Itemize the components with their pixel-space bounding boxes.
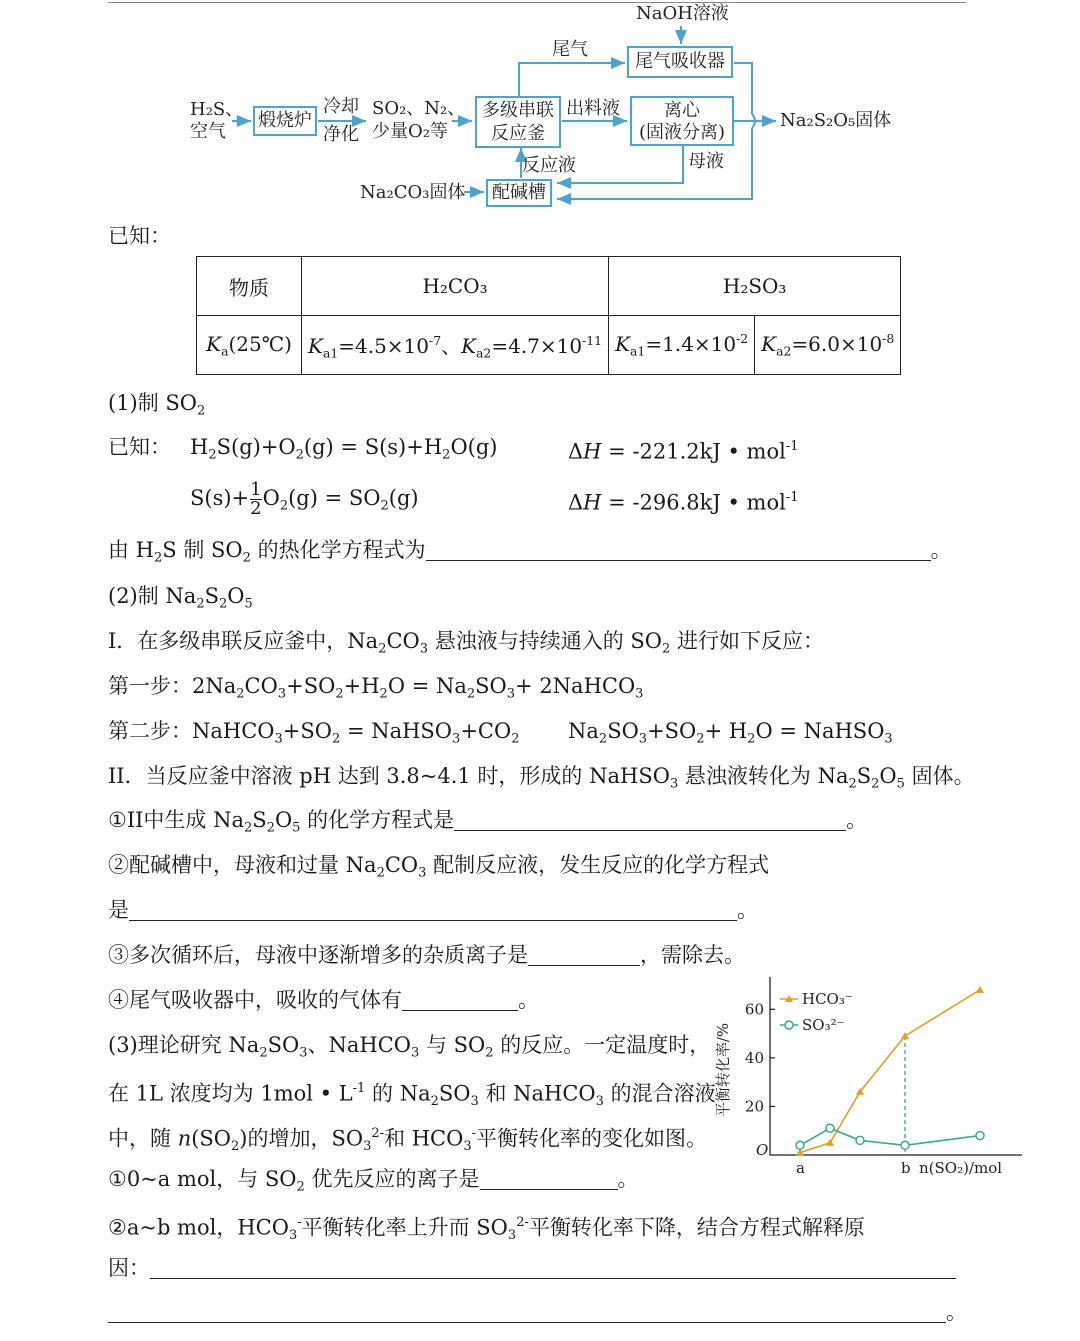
step2a: 第二步：$NaHCO_3+SO_2$ = $NaHSO_3+CO_2$: [108, 719, 520, 747]
q3-2c: [108, 1298, 967, 1326]
q1-ask: 由 $H_2S$ 制 $SO_2$ 的热化学方程式为 。: [108, 538, 952, 566]
legend-label-so3: SO₃²⁻: [802, 1016, 845, 1034]
table-cell-h2so3-ka2: $K_{a2}=6.0\times 10^{-8}$: [755, 316, 901, 375]
q1-title: (1)制 $SO_2$: [108, 391, 206, 419]
q3-2: ②a~b mol，$HCO_3^-$平衡转化率上升而 $SO_3^{2-}$平衡转化率下降，结合方程式解释原: [108, 1215, 865, 1243]
dh1: ΔH = -221.2kJ • mol$^{-1}$: [568, 439, 799, 464]
q2-3: [108, 941, 745, 969]
discharge-label: 出料液: [566, 98, 620, 119]
eq1: $H_2S(g)+O_2(g) = S(s)+H_2O(g)$: [190, 435, 498, 463]
data-point-hco3: [901, 1032, 909, 1039]
eq2: S(s)+ $\frac{1}{2}$ $O_2(g) = SO_2(g)$: [190, 479, 419, 519]
gases-label: SO₂、N₂、: [372, 98, 466, 119]
step2b: $Na_2SO_3+SO_2+ H_2O$ = NaHSO$_3$: [568, 719, 893, 747]
q3-2-answer-blank-2[interactable]: [108, 1300, 946, 1323]
reactor-label-1: 多级串联: [482, 100, 554, 121]
data-point-so3: [901, 1141, 909, 1149]
q3-2b: 因：: [108, 1254, 956, 1282]
x-tick-label-a: a: [796, 1159, 805, 1177]
q2-I: I．在多级串联反应釜中，$Na_2CO_3$ 悬浊液与持续通入的 $SO_2$ 进行如下反应：: [108, 629, 824, 657]
q3-a: (3)理论研究 $Na_2SO_3$、NaHCO$_3$ 与 $SO_2$ 的反应。一定温度时，: [108, 1033, 711, 1061]
q2-4-text: ④尾气吸收器中，吸收的气体有: [108, 988, 402, 1012]
x-origin-label: O: [756, 1141, 769, 1159]
table-cell-h2so3-ka1: $K_{a1}=1.4\times 10^{-2}$: [609, 316, 755, 375]
gases2-label: 少量O₂等: [372, 121, 448, 142]
legend-label-hco3: HCO₃⁻: [802, 990, 853, 1008]
data-point-so3: [976, 1132, 984, 1140]
data-point-hco3: [826, 1139, 834, 1146]
y-axis-label: 平衡转化率/%: [714, 1022, 732, 1118]
q2-3-tail: ，需除去。: [640, 943, 745, 967]
tail-gas-label: 尾气: [552, 39, 588, 60]
ka-table: [196, 256, 901, 375]
q3-2-period: 。: [946, 1300, 967, 1324]
conversion-chart: [710, 975, 1030, 1185]
q3-1: ①0~a mol，与 $SO_2$ 优先反应的离子是 。: [108, 1167, 639, 1195]
q2-4-answer-blank[interactable]: [402, 988, 518, 1011]
y-tick-label: 40: [744, 1048, 764, 1067]
q2-4-period: 。: [518, 988, 539, 1012]
q3-1-answer-blank[interactable]: [480, 1167, 618, 1190]
alkali-tank-label: 配碱槽: [492, 182, 546, 203]
y-tick-label: 20: [744, 1097, 764, 1116]
dh2: ΔH = -296.8kJ • mol$^{-1}$: [568, 490, 799, 515]
naoh-label: NaOH溶液: [636, 3, 729, 24]
product-label: Na₂S₂O₅固体: [780, 110, 892, 131]
q3-b: 在 1L 浓度均为 1mol • $L^{-1}$ 的 $Na_2SO_3$ 和 NaHCO$_3$ 的混合溶液: [108, 1081, 716, 1109]
tail-gas-absorber-box: [627, 46, 733, 78]
purify-label: 净化: [323, 124, 359, 145]
na2co3-solid-label: Na₂CO₃固体: [360, 182, 466, 203]
q2-2-answer-blank[interactable]: [129, 898, 737, 921]
y-tick-label: 60: [744, 1000, 764, 1019]
x-tick-label-b: b: [901, 1159, 911, 1177]
q2-title: (2)制 $Na_2S_2O_5$: [108, 584, 253, 612]
table-header-h2so3: H₂SO₃: [609, 257, 901, 316]
reaction-liquid-label: 反应液: [522, 155, 576, 176]
air-label: 空气: [190, 121, 226, 142]
centrifuge-label-2: (固液分离): [638, 122, 726, 143]
calciner-box: [253, 106, 317, 136]
absorber-label: 尾气吸收器: [635, 51, 725, 72]
step1: 第一步：$2Na_2CO_3+SO_2+H_2O = Na_2SO_3+$ 2NaHCO$_3$: [108, 674, 644, 702]
q1-answer-blank[interactable]: [426, 538, 931, 561]
data-point-so3: [826, 1124, 834, 1132]
q3-2-answer-blank-1[interactable]: [150, 1256, 956, 1279]
known-label: 已知：: [108, 224, 171, 248]
legend-marker-so3: [785, 1021, 793, 1029]
data-point-hco3: [976, 986, 984, 993]
table-cell-h2co3: $K_{a1}=4.5\times 10^{-7}$、$K_{a2}=4.7\times 10^{-11}$: [302, 316, 609, 375]
cool-label: 冷却: [323, 96, 359, 117]
calciner-label: 煅烧炉: [258, 110, 312, 131]
table-row-label: $K_a(25℃)$: [197, 316, 302, 375]
q2-1-answer-blank[interactable]: [454, 808, 846, 831]
q2-II: II．当反应釜中溶液 pH 达到 3.8~4.1 时，形成的 NaHSO$_3$ 悬浊液转化为 $Na_2S_2O_5$ 固体。: [108, 764, 975, 792]
mother-liquor-label: 母液: [688, 151, 724, 172]
q2-3-text: ③多次循环后，母液中逐渐增多的杂质离子是: [108, 943, 528, 967]
q1-known: 已知：: [108, 435, 171, 459]
centrifuge-box: [630, 96, 734, 146]
reactor-label-2: 反应釜: [491, 123, 545, 144]
data-point-so3: [796, 1141, 804, 1149]
q3-c: 中，随 $n(SO_2)$的增加，$SO_3^{2-}$和 $HCO_3^-$平衡转化率的变化如图。: [108, 1126, 708, 1154]
q2-4: [108, 986, 539, 1014]
q2-2b: 是 。: [108, 898, 758, 922]
centrifuge-label-1: 离心: [664, 100, 700, 121]
data-point-so3: [856, 1136, 864, 1144]
table-header-h2co3: H₂CO₃: [302, 257, 609, 316]
reactor-box: [475, 96, 561, 148]
h2s-label: H₂S、: [190, 99, 244, 120]
q2-1: ①II中生成 $Na_2S_2O_5$ 的化学方程式是 。: [108, 808, 868, 836]
q2-2: ②配碱槽中，母液和过量 $Na_2CO_3$ 配制反应液，发生反应的化学方程式: [108, 853, 770, 881]
table-header-substance: 物质: [197, 257, 302, 316]
x-axis-label: n(SO₂)/mol: [919, 1159, 1003, 1177]
alkali-tank-box: [486, 179, 552, 207]
q2-3-answer-blank[interactable]: [528, 943, 640, 966]
